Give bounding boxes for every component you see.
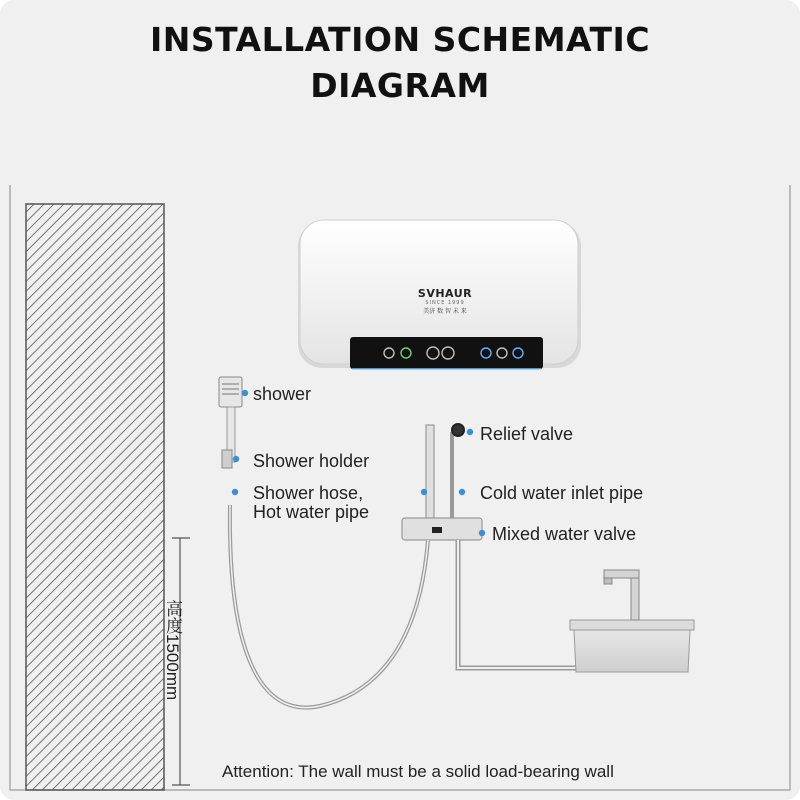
dot-cold-inlet (459, 489, 465, 495)
height-text: 高度1500mm (163, 600, 182, 701)
height-label (160, 600, 190, 740)
dot-hot-pipe (421, 489, 427, 495)
dot-shower-hose (232, 489, 238, 495)
shower-head (219, 377, 242, 462)
dot-relief-valve (467, 429, 473, 435)
cold-pipe-to-sink (458, 540, 580, 668)
shower-holder (222, 450, 232, 468)
brand-name: SVHAUR (417, 287, 473, 300)
label-shower-hose-2: Hot water pipe (253, 502, 370, 522)
title-line-2: DIAGRAM (310, 66, 490, 105)
relief-valve-pipe (452, 424, 464, 520)
label-relief-valve: Relief valve (480, 424, 574, 444)
label-cold-inlet: Cold water inlet pipe (480, 483, 644, 503)
brand-cn: 美济 数 智 未 来 (423, 308, 467, 315)
mixed-water-valve (402, 518, 482, 540)
sink (570, 620, 694, 672)
label-shower-hose-1: Shower hose, (253, 483, 364, 503)
heater-brand (380, 287, 510, 315)
label-mixed-valve: Mixed water valve (492, 524, 637, 544)
brand-sub: SINCE 1999 (425, 300, 465, 306)
attention-note: Attention: The wall must be a solid load-bearing wall (222, 762, 614, 781)
hot-water-pipe (426, 425, 434, 520)
dot-shower (242, 390, 248, 396)
label-shower-holder: Shower holder (253, 451, 370, 471)
faucet (604, 570, 639, 620)
heater-control-panel (350, 337, 543, 369)
title-line-1: INSTALLATION SCHEMATIC (149, 20, 651, 59)
dot-shower-holder (233, 456, 239, 462)
shower-hose (230, 505, 428, 708)
dot-mixed-valve (479, 530, 485, 536)
load-bearing-wall (26, 204, 164, 790)
label-shower: shower (253, 384, 312, 404)
